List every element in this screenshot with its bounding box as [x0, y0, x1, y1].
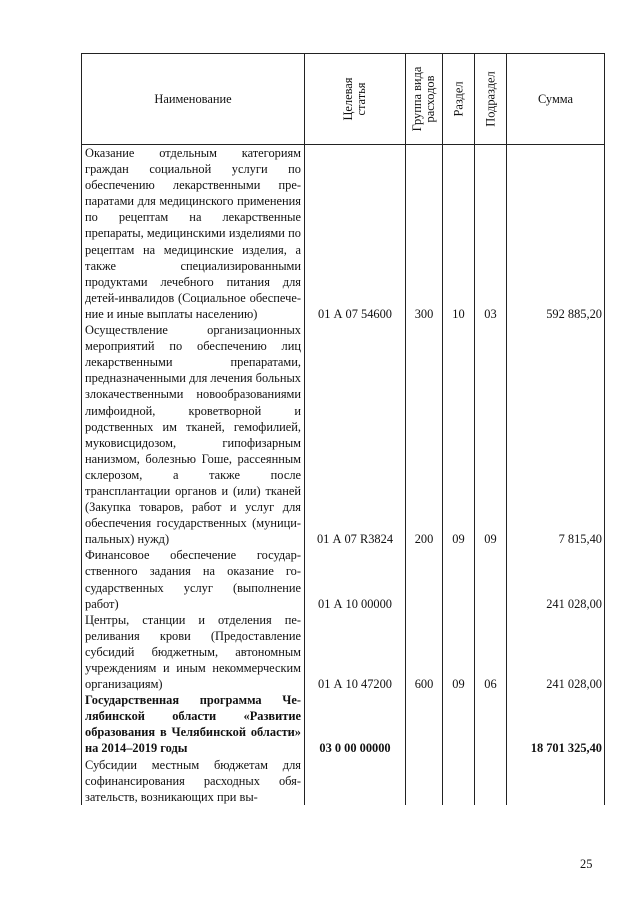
header-subsection: Подраздел [475, 54, 507, 145]
row-subsection: 09 [475, 322, 507, 547]
row-sum: 18 701 325,40 [507, 692, 605, 756]
row-subsection [475, 692, 507, 756]
table-row [82, 757, 605, 805]
header-expense-group: Группа вида расходов [406, 54, 443, 145]
row-expense-group [406, 757, 443, 805]
row-section [443, 547, 475, 611]
row-section: 09 [443, 612, 475, 692]
row-target-article: 01 А 07 54600 [305, 145, 406, 323]
table-row [82, 692, 605, 756]
row-name: Государственная программа Челябинской области «Развитие образования в Челябинской области» на 2014–2019 годы [82, 692, 305, 756]
row-expense-group: 300 [406, 145, 443, 323]
table-header-row [82, 54, 605, 145]
row-name: Центры, станции и отделения переливания крови (Предоставление субсидий бюджетным, автономным учреждениям и иным некоммерческим организациям) [82, 612, 305, 692]
row-section [443, 692, 475, 756]
row-subsection [475, 547, 507, 611]
row-subsection: 03 [475, 145, 507, 323]
budget-table [81, 53, 605, 805]
row-subsection: 06 [475, 612, 507, 692]
row-sum: 241 028,00 [507, 547, 605, 611]
row-section: 10 [443, 145, 475, 323]
row-expense-group [406, 547, 443, 611]
page-number: 25 [580, 857, 593, 871]
table-row [82, 145, 605, 323]
row-section: 09 [443, 322, 475, 547]
header-name: Наименование [82, 54, 305, 145]
row-target-article [305, 757, 406, 805]
row-sum: 592 885,20 [507, 145, 605, 323]
row-expense-group: 600 [406, 612, 443, 692]
row-name: Оказание отдельным категориям граждан социальной услуги по обеспечению лекарственными препаратами для медицинского применения по рецептам на лекарственные препараты, медицинскими изделиями по рецептам на медицинские изделия, а также специализированными продуктами лечебного питания для детей-инвалидов (Социальное обеспечение и иные выплаты населению) [82, 145, 305, 323]
row-subsection [475, 757, 507, 805]
row-name: Финансовое обеспечение государственного задания на оказание государственных услуг (выполнение работ) [82, 547, 305, 611]
row-sum: 7 815,40 [507, 322, 605, 547]
row-name: Осуществление организационных мероприятий по обеспечению лиц лекарственными препаратами, предназначенными для лечения больных злокачественными новообразованиями лимфоидной, кроветворной и родственных им тканей, гемофилией, муковисцидозом, гипофизарным нанизмом, болезнью Гоше, рассеянным склерозом, а также после трансплантации органов и (или) тканей (Закупка товаров, работ и услуг для обеспечения государственных (муниципальных) нужд) [82, 322, 305, 547]
header-section: Раздел [443, 54, 475, 145]
row-sum: 241 028,00 [507, 612, 605, 692]
header-sum: Сумма [507, 54, 605, 145]
row-sum [507, 757, 605, 805]
row-target-article: 01 А 07 R3824 [305, 322, 406, 547]
row-target-article: 01 А 10 00000 [305, 547, 406, 611]
row-section [443, 757, 475, 805]
row-expense-group: 200 [406, 322, 443, 547]
table-row [82, 612, 605, 692]
header-target-article: Целевая статья [305, 54, 406, 145]
row-target-article: 03 0 00 00000 [305, 692, 406, 756]
row-name: Субсидии местным бюджетам для софинансирования расходных обязательств, возникающих при вы- [82, 757, 305, 805]
row-target-article: 01 А 10 47200 [305, 612, 406, 692]
row-expense-group [406, 692, 443, 756]
table-row [82, 547, 605, 611]
table-row [82, 322, 605, 547]
